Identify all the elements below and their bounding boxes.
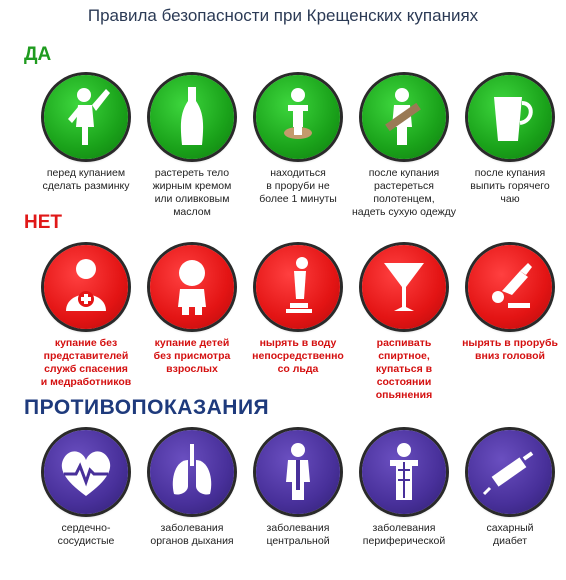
caption-line: сосудистые xyxy=(57,535,115,547)
caption-line: более 1 минуты xyxy=(259,193,337,205)
yes-item-tea xyxy=(456,75,564,206)
caption-line: или оливковым xyxy=(154,193,230,205)
caption-line: маслом xyxy=(173,206,211,218)
caption-line: после купания xyxy=(474,167,546,179)
yes-row xyxy=(0,75,566,225)
caption-line: в проруби не xyxy=(266,180,330,192)
no-section-heading: НЕТ xyxy=(24,212,62,233)
caption-line: непосредственно xyxy=(252,350,344,362)
stretching-person-icon xyxy=(44,75,128,159)
yes-item-warmup xyxy=(32,75,140,193)
no-item-children xyxy=(138,245,246,376)
caption xyxy=(456,522,564,548)
brain-person-icon xyxy=(256,430,340,514)
caption-line: растереть тело xyxy=(154,167,230,179)
yes-item-oil xyxy=(138,75,246,219)
caption-line: взрослых xyxy=(166,363,218,375)
syringe-icon xyxy=(468,430,552,514)
caption-line: нырять в прорубь xyxy=(462,337,558,349)
caption-line: купание без xyxy=(54,337,118,349)
caption-line: органов дыхания xyxy=(150,535,234,547)
no-item-no-rescuers xyxy=(32,245,140,389)
caption-line: сделать разминку xyxy=(42,180,130,192)
page-title: Правила безопасности при Крещенских купаниях xyxy=(87,6,479,25)
yes-section-heading: ДА xyxy=(24,44,52,65)
caption xyxy=(244,337,352,376)
caption-line: представителей xyxy=(43,350,129,362)
no-item-dive-from-ice xyxy=(244,245,352,376)
caption xyxy=(32,337,140,389)
first-aid-person-icon xyxy=(44,245,128,329)
contra-item-lungs xyxy=(138,430,246,548)
nerves-person-icon xyxy=(362,430,446,514)
caption-line: после купания xyxy=(368,167,440,179)
caption xyxy=(350,167,458,219)
caption xyxy=(32,522,140,548)
caption-line: диабет xyxy=(492,535,528,547)
caption-line: выпить горячего xyxy=(470,180,550,192)
person-in-ice-hole-icon xyxy=(256,75,340,159)
caption-line: находиться xyxy=(270,167,326,179)
contraindications-section-heading: ПРОТИВОПОКАЗАНИЯ xyxy=(24,396,270,419)
caption xyxy=(456,337,564,363)
contra-item-cns xyxy=(244,430,352,548)
cocktail-glass-icon xyxy=(362,245,446,329)
yes-item-one-minute xyxy=(244,75,352,206)
caption-line: надеть сухую одежду xyxy=(351,206,457,218)
caption-line: жирным кремом xyxy=(152,180,232,192)
caption-line: периферической xyxy=(362,535,446,547)
caption-line: полотенцем, xyxy=(373,193,435,205)
caption-line: перед купанием xyxy=(46,167,126,179)
no-item-alcohol xyxy=(350,245,458,402)
head-dive-icon xyxy=(468,245,552,329)
caption-line: купание детей xyxy=(154,337,230,349)
caption-line: заболевания xyxy=(266,522,330,534)
person-towel-icon xyxy=(362,75,446,159)
hot-drink-cup-icon xyxy=(468,75,552,159)
no-item-head-dive xyxy=(456,245,564,363)
caption xyxy=(244,522,352,548)
caption-line: растереться xyxy=(373,180,434,192)
caption xyxy=(138,337,246,376)
contraindications-row xyxy=(0,430,566,580)
caption xyxy=(350,337,458,402)
caption-line: и медработников xyxy=(40,376,132,388)
caption xyxy=(32,167,140,193)
caption-line: без присмотра xyxy=(153,350,231,362)
caption-line: заболевания xyxy=(160,522,224,534)
caption xyxy=(138,167,246,219)
contra-item-pns xyxy=(350,430,458,548)
caption-line: сахарный xyxy=(486,522,534,534)
heart-pulse-icon xyxy=(44,430,128,514)
caption-line: чаю xyxy=(500,193,520,205)
caption-line: со льда xyxy=(277,363,319,375)
caption-line: распивать спиртное, xyxy=(376,337,432,362)
contra-item-cardio xyxy=(32,430,140,548)
caption xyxy=(244,167,352,206)
caption xyxy=(138,522,246,548)
caption-line: вниз головой xyxy=(475,350,545,362)
contra-item-diabetes xyxy=(456,430,564,548)
caption-line: купаться в состоянии xyxy=(375,363,433,388)
oil-bottle-icon xyxy=(150,75,234,159)
lungs-icon xyxy=(150,430,234,514)
caption-line: опьянения xyxy=(375,389,433,401)
no-row xyxy=(0,245,566,401)
caption-line: сердечно- xyxy=(61,522,111,534)
caption-line: нырять в воду xyxy=(259,337,337,349)
caption xyxy=(456,167,564,206)
caption-line: служб спасения xyxy=(44,363,128,375)
caption xyxy=(350,522,458,548)
yes-item-towel xyxy=(350,75,458,219)
diving-from-ice-icon xyxy=(256,245,340,329)
caption-line: заболевания xyxy=(372,522,436,534)
caption-line: центральной xyxy=(266,535,330,547)
child-icon xyxy=(150,245,234,329)
